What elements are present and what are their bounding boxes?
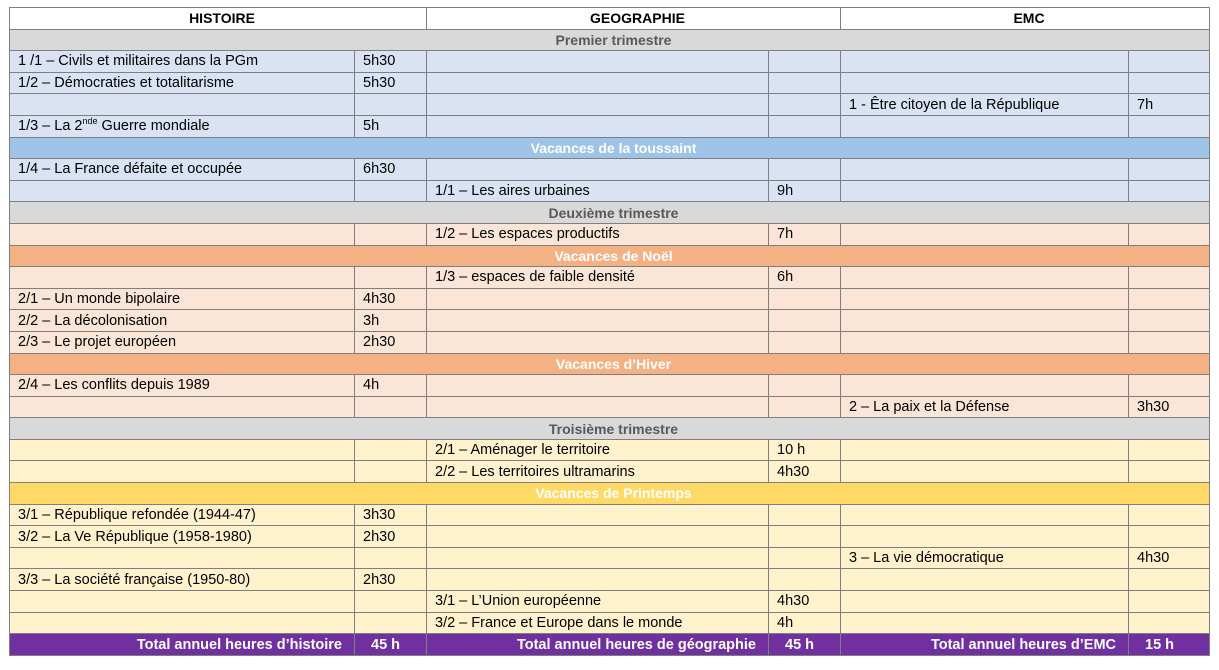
histoire-chapter: 1/3 – La 2nde Guerre mondiale: [10, 115, 355, 137]
table-row: [10, 591, 1210, 613]
emc-total-value: 15 h: [1129, 634, 1210, 656]
geographie-chapter: 1/1 – Les aires urbaines: [427, 180, 769, 202]
geographie-chapter: 2/2 – Les territoires ultramarins: [427, 461, 769, 483]
table-row: [10, 223, 1210, 245]
geographie-hours: 10 h: [769, 439, 841, 461]
emc-header: EMC: [841, 8, 1210, 30]
deuxieme-trimestre-band: Deuxième trimestre: [10, 202, 1210, 224]
table-row: [10, 94, 1210, 116]
emc-hours: 7h: [1129, 94, 1210, 116]
table-row: [10, 115, 1210, 137]
geographie-header: GEOGRAPHIE: [427, 8, 841, 30]
histoire-chapter: 1/4 – La France défaite et occupée: [10, 159, 355, 181]
totals-row: [10, 634, 1210, 656]
table-row: [10, 331, 1210, 353]
histoire-hours: 4h30: [355, 288, 427, 310]
table-row: [10, 396, 1210, 418]
geographie-hours: 7h: [769, 223, 841, 245]
annual-schedule-table: [9, 7, 1210, 656]
histoire-hours: 2h30: [355, 526, 427, 548]
band-row: [10, 483, 1210, 505]
table-row: [10, 375, 1210, 397]
histoire-chapter: 3/2 – La Ve République (1958-1980): [10, 526, 355, 548]
geographie-chapter: 1/3 – espaces de faible densité: [427, 267, 769, 289]
geographie-hours: 4h: [769, 612, 841, 634]
table-row: [10, 267, 1210, 289]
band-row: [10, 137, 1210, 159]
emc-chapter: 1 - Être citoyen de la République: [841, 94, 1129, 116]
histoire-chapter: 2/2 – La décolonisation: [10, 310, 355, 332]
geographie-chapter: 3/1 – L’Union européenne: [427, 591, 769, 613]
geographie-hours: 4h30: [769, 461, 841, 483]
emc-chapter: 2 – La paix et la Défense: [841, 396, 1129, 418]
geographie-hours: 4h30: [769, 591, 841, 613]
histoire-hours: 2h30: [355, 331, 427, 353]
histoire-hours: 3h30: [355, 504, 427, 526]
table-row: [10, 310, 1210, 332]
histoire-total-label: Total annuel heures d’histoire: [10, 634, 355, 656]
band-row: [10, 29, 1210, 51]
table-row: [10, 612, 1210, 634]
table-row: [10, 526, 1210, 548]
table-row: [10, 288, 1210, 310]
emc-chapter: 3 – La vie démocratique: [841, 547, 1129, 569]
table-row: [10, 72, 1210, 94]
geographie-chapter: 1/2 – Les espaces productifs: [427, 223, 769, 245]
histoire-header: HISTOIRE: [10, 8, 427, 30]
header-row: [10, 8, 1210, 30]
table-row: [10, 159, 1210, 181]
emc-hours: 3h30: [1129, 396, 1210, 418]
troisieme-trimestre-band: Troisième trimestre: [10, 418, 1210, 440]
table-row: [10, 547, 1210, 569]
geographie-chapter: 3/2 – France et Europe dans le monde: [427, 612, 769, 634]
histoire-hours: 5h: [355, 115, 427, 137]
geographie-chapter: 2/1 – Aménager le territoire: [427, 439, 769, 461]
geographie-total-value: 45 h: [769, 634, 841, 656]
histoire-chapter: 1 /1 – Civils et militaires dans la PGm: [10, 51, 355, 73]
band-row: [10, 418, 1210, 440]
table-row: [10, 439, 1210, 461]
histoire-chapter: 3/1 – République refondée (1944-47): [10, 504, 355, 526]
geographie-hours: 9h: [769, 180, 841, 202]
histoire-chapter: 1/2 – Démocraties et totalitarisme: [10, 72, 355, 94]
emc-total-label: Total annuel heures d’EMC: [841, 634, 1129, 656]
band-row: [10, 353, 1210, 375]
band-row: [10, 245, 1210, 267]
histoire-hours: 6h30: [355, 159, 427, 181]
histoire-total-value: 45 h: [355, 634, 427, 656]
histoire-hours: 3h: [355, 310, 427, 332]
vacances-noel-band: Vacances de Noël: [10, 245, 1210, 267]
band-row: [10, 202, 1210, 224]
table-row: [10, 504, 1210, 526]
geographie-hours: 6h: [769, 267, 841, 289]
table-row: [10, 569, 1210, 591]
histoire-hours: 2h30: [355, 569, 427, 591]
emc-hours: 4h30: [1129, 547, 1210, 569]
histoire-hours: 5h30: [355, 51, 427, 73]
vacances-hiver-band: Vacances d’Hiver: [10, 353, 1210, 375]
table-row: [10, 461, 1210, 483]
geographie-total-label: Total annuel heures de géographie: [427, 634, 769, 656]
histoire-chapter: 3/3 – La société française (1950-80): [10, 569, 355, 591]
histoire-chapter: 2/1 – Un monde bipolaire: [10, 288, 355, 310]
histoire-hours: 5h30: [355, 72, 427, 94]
vacances-toussaint-band: Vacances de la toussaint: [10, 137, 1210, 159]
premier-trimestre-band: Premier trimestre: [10, 29, 1210, 51]
histoire-hours: 4h: [355, 375, 427, 397]
histoire-chapter: 2/3 – Le projet européen: [10, 331, 355, 353]
table-row: [10, 51, 1210, 73]
table-row: [10, 180, 1210, 202]
histoire-chapter: 2/4 – Les conflits depuis 1989: [10, 375, 355, 397]
vacances-printemps-band: Vacances de Printemps: [10, 483, 1210, 505]
